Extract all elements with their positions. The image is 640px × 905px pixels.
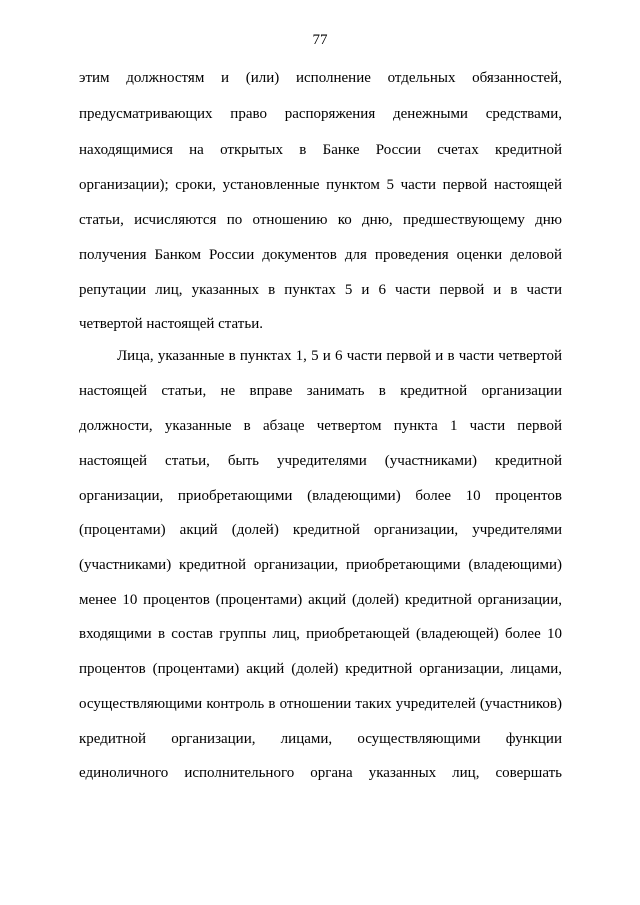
paragraph-2-line: кредитной организации, лицами, осуществляющими функции xyxy=(79,731,562,747)
paragraph-2-line: настоящей статьи, быть учредителями (участниками) кредитной xyxy=(79,453,562,469)
paragraph-2-line: настоящей статьи, не вправе занимать в кредитной организации xyxy=(79,383,562,399)
paragraph-1-line: этим должностям и (или) исполнение отдельных обязанностей, xyxy=(79,70,562,86)
paragraph-2-line: осуществляющими контроль в отношении таких учредителей (участников) xyxy=(79,696,562,712)
paragraph-2-line: входящими в состав группы лиц, приобретающей (владеющей) более 10 xyxy=(79,626,562,642)
paragraph-1-line: статьи, исчисляются по отношению ко дню, предшествующему дню xyxy=(79,212,562,228)
page-number: 77 xyxy=(312,32,328,48)
paragraph-1-line: получения Банком России документов для проведения оценки деловой xyxy=(79,247,562,263)
paragraph-1-line: организации); сроки, установленные пунктом 5 части первой настоящей xyxy=(79,177,562,193)
paragraph-2-line: менее 10 процентов (процентами) акций (долей) кредитной организации, xyxy=(79,592,562,608)
paragraph-1-line: предусматривающих право распоряжения денежными средствами, xyxy=(79,106,562,122)
paragraph-2-line: организации, приобретающими (владеющими) более 10 процентов xyxy=(79,488,562,504)
paragraph-1-line: находящимися на открытых в Банке России счетах кредитной xyxy=(79,142,562,158)
paragraph-2-line: Лица, указанные в пунктах 1, 5 и 6 части первой и в части четвертой xyxy=(117,348,562,364)
paragraph-2-line: (участниками) кредитной организации, приобретающими (владеющими) xyxy=(79,557,562,573)
paragraph-1-line: репутации лиц, указанных в пунктах 5 и 6 части первой и в части xyxy=(79,282,562,298)
paragraph-2-line: должности, указанные в абзаце четвертом пункта 1 части первой xyxy=(79,418,562,434)
paragraph-2-line: процентов (процентами) акций (долей) кредитной организации, лицами, xyxy=(79,661,562,677)
paragraph-1-line: четвертой настоящей статьи. xyxy=(79,316,263,332)
paragraph-2-line: единоличного исполнительного органа указанных лиц, совершать xyxy=(79,765,562,781)
paragraph-2-line: (процентами) акций (долей) кредитной организации, учредителями xyxy=(79,522,562,538)
